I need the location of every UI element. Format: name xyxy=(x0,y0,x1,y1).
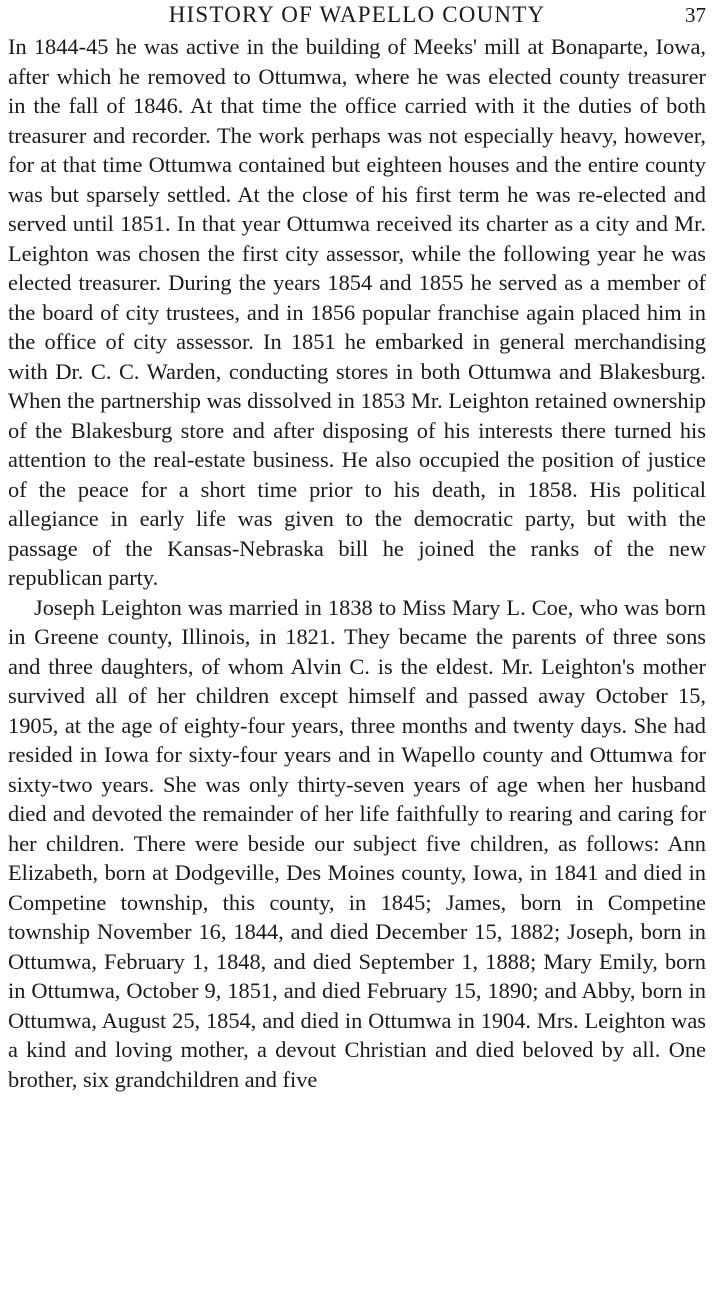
running-header xyxy=(8,2,706,30)
page-number: 37 xyxy=(685,3,706,27)
body-text xyxy=(8,32,706,1094)
document-page xyxy=(8,0,706,1296)
running-title: HISTORY OF WAPELLO COUNTY xyxy=(168,2,546,27)
paragraph-family: Joseph Leighton was married in 1838 to Miss Mary L. Coe, who was born in Greene county, Illinois, in 1821. They became the parents of three sons and three daughters, of whom Alvin C. is the eldest. Mr. Leighton's mother survived all of her children except himself and passed away October 15, 1905, at the age of eighty-four years, three months and twenty days. She had resided in Iowa for sixty-four years and in Wapello county and Ottumwa for sixty-two years. She was only thirty-seven years of age when her husband died and devoted the remainder of her life faithfully to rearing and caring for her children. There were beside our subject five children, as follows: Ann Elizabeth, born at Dodgeville, Des Moines county, Iowa, in 1841 and died in Competine township, this county, in 1845; James, born in Competine township November 16, 1844, and died December 15, 1882; Joseph, born in Ottumwa, February 1, 1848, and died September 1, 1888; Mary Emily, born in Ottumwa, October 9, 1851, and died February 15, 1890; and Abby, born in Ottumwa, August 25, 1854, and died in Ottumwa in 1904. Mrs. Leighton was a kind and loving mother, a devout Christian and died beloved by all. One brother, six grandchildren and five xyxy=(8,594,706,1092)
paragraph-public-career: In 1844-45 he was active in the building of Meeks' mill at Bonaparte, Iowa, after which he removed to Ottumwa, where he was elected county treasurer in the fall of 1846. At that time the office carried with it the duties of both treasurer and recorder. The work perhaps was not especially heavy, however, for at that time Ottumwa contained but eighteen houses and the entire county was but sparsely settled. At the close of his first term he was re-elected and served until 1851. In that year Ottumwa received its charter as a city and Mr. Leighton was chosen the first city assessor, while the following year he was elected treasurer. During the years 1854 and 1855 he served as a member of the board of city trustees, and in 1856 popular franchise again placed him in the office of city assessor. In 1851 he embarked in general merchandising with Dr. C. C. Warden, conducting stores in both Ottumwa and Blakesburg. When the partnership was dissolved in 1853 Mr. Leighton retained ownership of the Blakesburg store and after disposing of his interests there turned his attention to the real-estate business. He also occupied the position of justice of the peace for a short time prior to his death, in 1858. His political allegiance in early life was given to the democratic party, but with the passage of the Kansas-Nebraska bill he joined the ranks of the new republican party. xyxy=(8,34,706,590)
